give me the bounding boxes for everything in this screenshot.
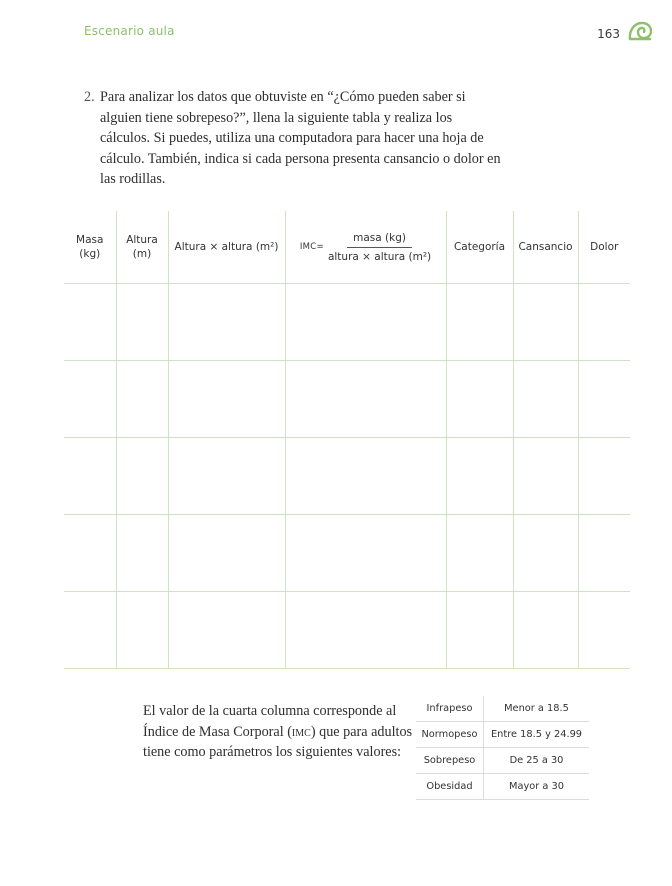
imc-abbreviation: imc <box>291 723 311 740</box>
empty-cell[interactable] <box>578 515 630 592</box>
empty-cell[interactable] <box>513 438 578 515</box>
empty-cell[interactable] <box>578 592 630 669</box>
empty-cell[interactable] <box>446 592 513 669</box>
empty-cell[interactable] <box>116 284 168 361</box>
empty-cell[interactable] <box>64 284 116 361</box>
empty-cell[interactable] <box>578 284 630 361</box>
empty-cell[interactable] <box>116 515 168 592</box>
table-row <box>64 515 630 592</box>
table-row <box>64 284 630 361</box>
header-masa-unit: (kg) <box>79 248 101 260</box>
imc-reference-table <box>416 696 589 800</box>
page-header-right <box>597 21 652 46</box>
header-cansancio: Cansancio <box>513 211 578 284</box>
instruction-paragraph <box>84 87 504 190</box>
empty-cell[interactable] <box>116 592 168 669</box>
ref-category: Normopeso <box>416 722 484 748</box>
empty-cell[interactable] <box>168 592 285 669</box>
empty-cell[interactable] <box>64 438 116 515</box>
table-row <box>64 361 630 438</box>
header-masa-label: Masa <box>76 234 104 246</box>
empty-cell[interactable] <box>116 438 168 515</box>
empty-cell[interactable] <box>513 515 578 592</box>
ref-category: Infrapeso <box>416 696 484 722</box>
empty-cell[interactable] <box>513 284 578 361</box>
instruction-number: 2. <box>84 89 95 105</box>
instruction-text: Para analizar los datos que obtuviste en “¿Cómo pueden saber si alguien tiene sobrepeso?”, llena la siguiente tabla y realiza los cálculos. Si puedes, utiliza una computadora para hacer una hoja de cálculo. También, indica si cada persona presenta cansancio o dolor en las rodillas. <box>100 89 501 187</box>
empty-cell[interactable] <box>64 361 116 438</box>
empty-cell[interactable] <box>446 361 513 438</box>
header-imc <box>285 211 446 284</box>
empty-cell[interactable] <box>285 438 446 515</box>
header-categoria: Categoría <box>446 211 513 284</box>
ref-range: Menor a 18.5 <box>484 696 590 722</box>
imc-denominator: altura × altura (m²) <box>327 250 432 263</box>
table-row <box>64 592 630 669</box>
ref-category: Sobrepeso <box>416 748 484 774</box>
table-row <box>416 774 589 800</box>
empty-cell[interactable] <box>64 515 116 592</box>
empty-cell[interactable] <box>446 438 513 515</box>
table-row <box>416 722 589 748</box>
imc-fraction <box>328 231 431 264</box>
ref-category: Obesidad <box>416 774 484 800</box>
imc-explanation <box>143 701 413 763</box>
spiral-snail-icon <box>628 21 652 46</box>
empty-cell[interactable] <box>446 284 513 361</box>
empty-cell[interactable] <box>285 515 446 592</box>
header-altura <box>116 211 168 284</box>
table-row <box>416 696 589 722</box>
imc-label: IMC= <box>299 242 324 252</box>
imc-explanation-before: El valor de la cuarta columna corresponde al Índice de Masa Corporal ( <box>143 703 397 740</box>
header-altura-unit: (m) <box>132 248 152 260</box>
table-row <box>64 438 630 515</box>
imc-explanation-after: ) que para adultos tiene como parámetros los siguientes valores: <box>143 723 413 760</box>
empty-cell[interactable] <box>446 515 513 592</box>
header-altura-x-altura: Altura × altura (m²) <box>168 211 285 284</box>
page-number: 163 <box>597 26 620 41</box>
section-title: Escenario aula <box>84 24 175 38</box>
ref-range: Mayor a 30 <box>484 774 590 800</box>
empty-cell[interactable] <box>116 361 168 438</box>
empty-cell[interactable] <box>285 284 446 361</box>
imc-numerator: masa (kg) <box>347 231 412 248</box>
header-masa <box>64 211 116 284</box>
empty-cell[interactable] <box>578 361 630 438</box>
empty-cell[interactable] <box>168 361 285 438</box>
empty-cell[interactable] <box>168 284 285 361</box>
header-altura-label: Altura <box>126 234 158 246</box>
ref-range: De 25 a 30 <box>484 748 590 774</box>
header-dolor: Dolor <box>578 211 630 284</box>
table-row <box>416 748 589 774</box>
empty-cell[interactable] <box>64 592 116 669</box>
bmi-data-table <box>64 211 630 669</box>
ref-range: Entre 18.5 y 24.99 <box>484 722 590 748</box>
empty-cell[interactable] <box>285 361 446 438</box>
empty-cell[interactable] <box>285 592 446 669</box>
empty-cell[interactable] <box>168 515 285 592</box>
table-header-row <box>64 211 630 284</box>
empty-cell[interactable] <box>578 438 630 515</box>
empty-cell[interactable] <box>168 438 285 515</box>
empty-cell[interactable] <box>513 361 578 438</box>
empty-cell[interactable] <box>513 592 578 669</box>
